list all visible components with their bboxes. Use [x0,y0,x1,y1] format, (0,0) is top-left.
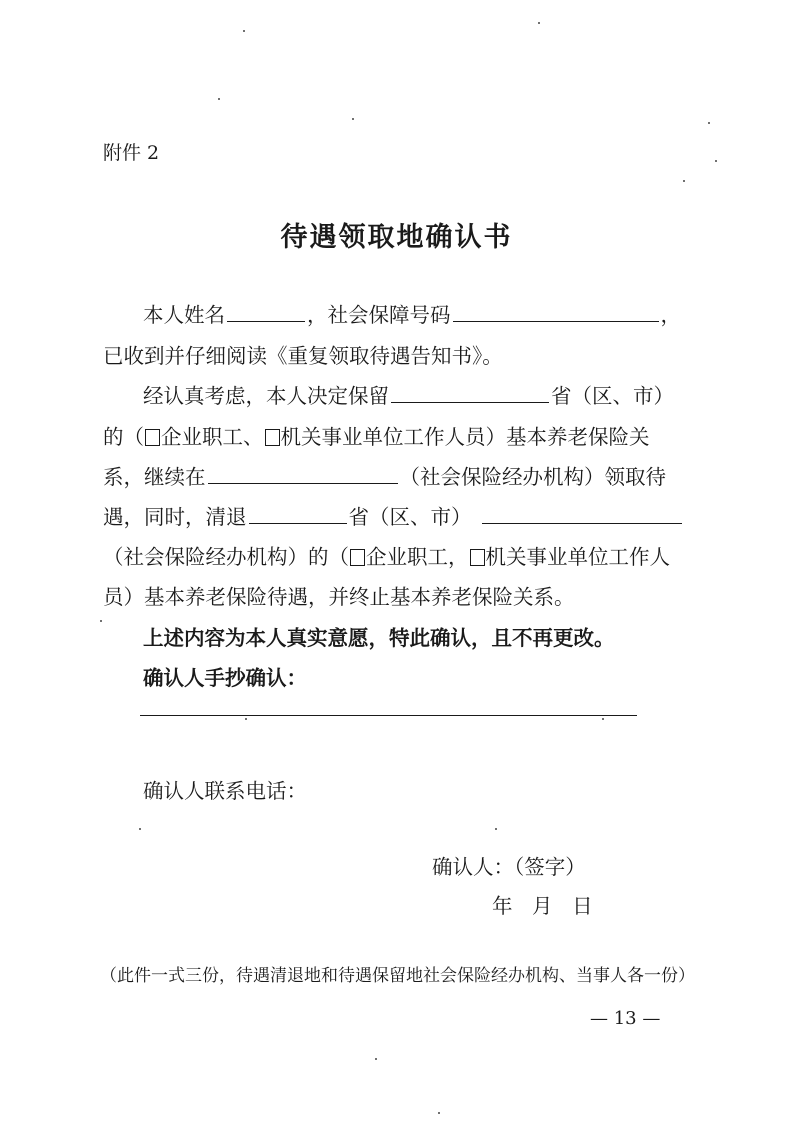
date-label: 年 月 日 [492,894,593,918]
scan-speck [100,620,102,622]
option-enterprise-2: 企业职工， [366,545,469,569]
scan-speck [245,718,247,720]
retain-province-blank[interactable] [391,382,549,403]
option-institution-2: 机关事业单位工作人 [485,545,670,569]
name-blank[interactable] [227,301,305,322]
scan-speck [683,180,685,182]
document-title: 待遇领取地确认书 [280,222,513,253]
handwrite-label: 确认人手抄确认： [143,666,307,690]
para2-l4-province: 省（区、市） [348,505,472,529]
para2-l4-text: 遇，同时，清退 [103,505,247,529]
agency-blank-1[interactable] [208,463,398,484]
scan-speck [538,22,540,24]
scan-speck [708,122,710,124]
para2-l1-province: 省（区、市） [551,384,674,408]
scan-speck [495,828,497,830]
scan-speck [218,98,220,100]
para2-l5-text: （社会保险经办机构）的（ [103,545,349,569]
scan-speck [602,718,604,720]
ss-number-label: ，社会保障号码 [307,303,451,327]
footer-note: （此件一式三份，待遇清退地和待遇保留地社会保险经办机构、当事人各一份） [100,966,695,986]
checkbox-enterprise-1[interactable] [145,429,160,446]
checkbox-institution-2[interactable] [470,549,485,566]
para1-line1 [143,300,681,330]
para2-line4 [103,502,684,532]
scan-speck [715,160,717,162]
checkbox-institution-1[interactable] [265,429,280,446]
confirmation-statement: 上述内容为本人真实意愿，特此确认，且不再更改。 [143,626,615,650]
scan-speck [352,118,354,120]
para2-line3 [103,462,666,492]
scan-speck [438,1112,440,1114]
para2-l3-agency: （社会保险经办机构）领取待 [399,465,666,489]
option-institution-1: 机关事业单位工作人员）基本养老保险关 [280,425,650,449]
signer-label: 确认人：（签字） [432,855,586,879]
attachment-label: 附件 2 [103,142,160,164]
scan-speck [243,30,245,32]
checkbox-enterprise-2[interactable] [350,549,365,566]
page-number: — 13 — [590,1008,661,1029]
scan-speck [375,1058,377,1060]
scan-speck [139,828,141,830]
para2-line1 [143,381,674,411]
para2-line5 [103,542,670,572]
para2-line6: 员）基本养老保险待遇，并终止基本养老保险关系。 [103,585,575,609]
ss-number-blank[interactable] [453,301,659,322]
name-label: 本人姓名 [143,303,225,327]
para2-l2-text: 的（ [103,425,144,449]
handwrite-line[interactable] [140,715,637,716]
phone-label: 确认人联系电话： [143,779,307,803]
para1-line2: 已收到并仔细阅读《重复领取待遇告知书》。 [103,344,503,368]
para2-l1-text: 经认真考虑，本人决定保留 [143,384,389,408]
option-enterprise-1: 企业职工、 [161,425,264,449]
agency-blank-2[interactable] [482,503,682,524]
clear-province-blank[interactable] [249,503,347,524]
para2-l3-text: 系，继续在 [103,465,206,489]
para1-comma: ， [660,303,681,327]
para2-line2 [103,422,650,452]
